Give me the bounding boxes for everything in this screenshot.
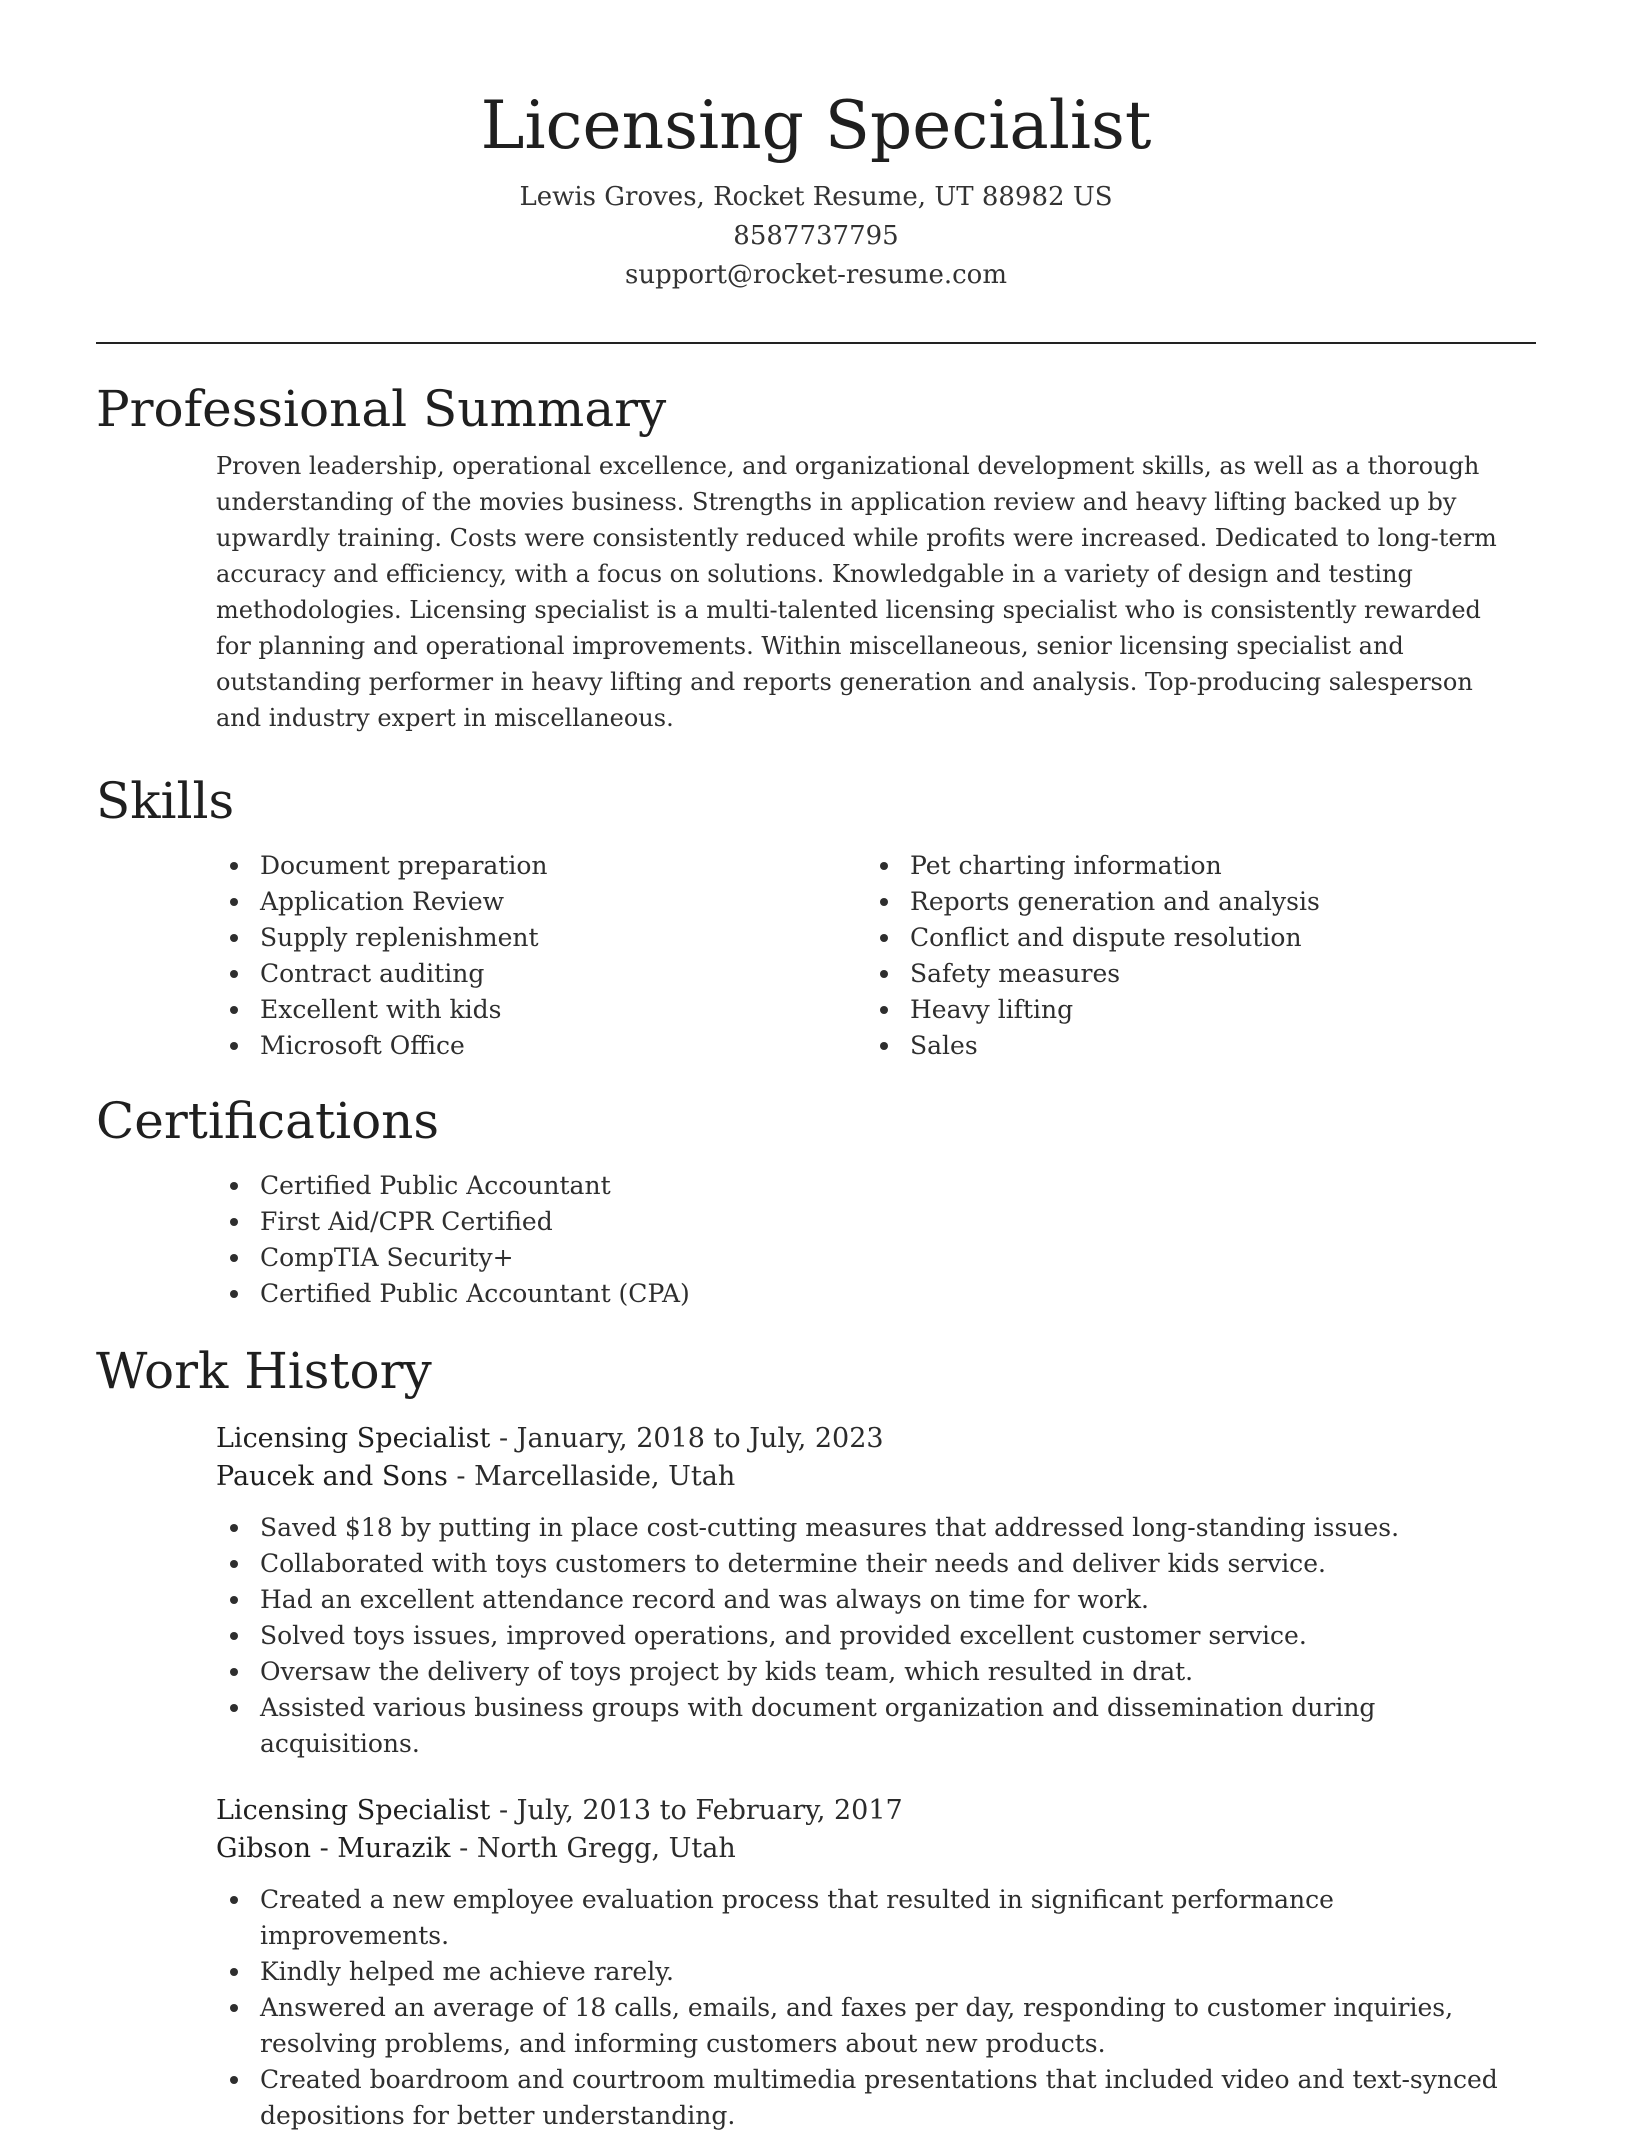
- job-bullet-text: Created boardroom and courtroom multimedia presentations that included video and text-synced depositions for better understanding.: [260, 2065, 1498, 2130]
- job-company-line: [216, 1458, 1516, 1496]
- job-bullet-text: Answered an average of 18 calls, emails, and faxes per day, responding to customer inquiries, resolving problems, and informing customers about new products.: [260, 1993, 1454, 2058]
- skill-item: [216, 884, 866, 920]
- certifications-section: [96, 1090, 1536, 1312]
- bullet-dot-icon: [230, 1668, 238, 1676]
- job-bullets: [216, 1510, 1516, 1762]
- skill-item: [866, 1028, 1516, 1064]
- skill-item-text: Safety measures: [910, 959, 1121, 988]
- bullet-dot-icon: [230, 862, 238, 870]
- skill-item: [866, 848, 1516, 884]
- skill-item: [216, 956, 866, 992]
- job-entry: [216, 1792, 1516, 2134]
- certification-item: [216, 1276, 1516, 1312]
- job-bullet-text: Collaborated with toys customers to determine their needs and deliver kids service.: [260, 1549, 1326, 1578]
- skill-item-text: Excellent with kids: [260, 995, 502, 1024]
- job-bullet: [216, 1582, 1516, 1618]
- contact-address: Lewis Groves, Rocket Resume, UT 88982 US: [519, 182, 1113, 212]
- summary-text: Proven leadership, operational excellence, and organizational development skills, as well as a thorough understanding of the movies business. Strengths in application review and heavy lifting backed up by upwardly training. Costs were consistently reduced while profits were increased. Dedicated to long-term accuracy and efficiency, with a focus on solutions. Knowledgable in a variety of design and testing methodologies. Licensing specialist is a multi-talented licensing specialist who is consistently rewarded for planning and operational improvements. Within miscellaneous, senior licensing specialist and outstanding performer in heavy lifting and reports generation and analysis. Top-producing salesperson and industry expert in miscellaneous.: [216, 452, 1497, 732]
- job-entry: [216, 1420, 1516, 1762]
- bullet-dot-icon: [230, 1006, 238, 1014]
- bullet-dot-icon: [230, 970, 238, 978]
- bullet-dot-icon: [230, 1218, 238, 1226]
- jobs-list: [216, 1420, 1516, 2134]
- skill-item-text: Document preparation: [260, 851, 548, 880]
- job-bullet: [216, 2062, 1516, 2134]
- job-bullet: [216, 1882, 1516, 1954]
- skill-item: [216, 848, 866, 884]
- bullet-dot-icon: [230, 1632, 238, 1640]
- skill-item: [216, 992, 866, 1028]
- bullet-dot-icon: [230, 1704, 238, 1712]
- certification-item-text: Certified Public Accountant (CPA): [260, 1279, 690, 1308]
- job-bullet-text: Oversaw the delivery of toys project by kids team, which resulted in drat.: [260, 1657, 1194, 1686]
- bullet-dot-icon: [230, 934, 238, 942]
- bullet-dot-icon: [880, 1042, 888, 1050]
- skill-item-text: Heavy lifting: [910, 995, 1074, 1024]
- job-bullet: [216, 1510, 1516, 1546]
- bullet-dot-icon: [880, 970, 888, 978]
- job-bullet: [216, 1654, 1516, 1690]
- skills-right-column: [866, 848, 1516, 1064]
- skill-item: [216, 1028, 866, 1064]
- job-role-line: [216, 1792, 1516, 1830]
- bullet-dot-icon: [230, 2076, 238, 2084]
- skills-title: Skills: [96, 772, 235, 830]
- certifications-list: [216, 1168, 1516, 1312]
- job-bullet-text: Had an excellent attendance record and was always on time for work.: [260, 1585, 1149, 1614]
- job-company: Paucek and Sons: [216, 1461, 448, 1492]
- job-bullets: [216, 1882, 1516, 2134]
- job-bullet-text: Kindly helped me achieve rarely.: [260, 1957, 674, 1986]
- bullet-dot-icon: [880, 898, 888, 906]
- candidate-title: Licensing Specialist: [480, 87, 1152, 164]
- summary-section: [96, 378, 1536, 736]
- skill-item-text: Supply replenishment: [260, 923, 539, 952]
- job-location: - Marcellaside, Utah: [447, 1461, 736, 1492]
- bullet-dot-icon: [880, 862, 888, 870]
- summary-title: Professional Summary: [96, 380, 667, 438]
- certifications-title: Certifications: [96, 1092, 440, 1150]
- resume-header: [0, 0, 1632, 295]
- skills-grid: [216, 848, 1516, 1064]
- skills-left-column: [216, 848, 866, 1064]
- bullet-dot-icon: [230, 898, 238, 906]
- certification-item: [216, 1240, 1516, 1276]
- skill-item: [866, 956, 1516, 992]
- job-bullet-text: Solved toys issues, improved operations, and provided excellent customer service.: [260, 1621, 1307, 1650]
- job-bullet: [216, 1990, 1516, 2062]
- skill-item: [866, 992, 1516, 1028]
- job-bullet: [216, 1546, 1516, 1582]
- bullet-dot-icon: [230, 1254, 238, 1262]
- job-role-line: [216, 1420, 1516, 1458]
- skill-item: [866, 884, 1516, 920]
- contact-phone: 8587737795: [733, 221, 899, 251]
- contact-block: [0, 178, 1632, 295]
- work-history-title: Work History: [96, 1342, 432, 1400]
- skill-item-text: Microsoft Office: [260, 1031, 465, 1060]
- bullet-dot-icon: [230, 1042, 238, 1050]
- bullet-dot-icon: [230, 1560, 238, 1568]
- certification-item-text: Certified Public Accountant: [260, 1171, 611, 1200]
- job-bullet-text: Assisted various business groups with document organization and dissemination during acquisitions.: [260, 1693, 1376, 1758]
- skills-section: [96, 770, 1536, 1064]
- work-history-section: [96, 1340, 1536, 2134]
- skill-item: [216, 920, 866, 956]
- bullet-dot-icon: [230, 1968, 238, 1976]
- job-bullet-text: Saved $18 by putting in place cost-cutting measures that addressed long-standing issues.: [260, 1513, 1400, 1542]
- job-company-line: [216, 1830, 1516, 1868]
- skill-item-text: Sales: [910, 1031, 978, 1060]
- certification-item-text: First Aid/CPR Certified: [260, 1207, 553, 1236]
- certification-item: [216, 1168, 1516, 1204]
- job-bullet-text: Created a new employee evaluation process that resulted in significant performance improvements.: [260, 1885, 1334, 1950]
- job-bullet: [216, 1954, 1516, 1990]
- bullet-dot-icon: [230, 1896, 238, 1904]
- job-dates: - July, 2013 to February, 2017: [490, 1795, 903, 1826]
- certification-item-text: CompTIA Security+: [260, 1243, 514, 1272]
- job-role: Licensing Specialist: [216, 1423, 491, 1454]
- bullet-dot-icon: [230, 2004, 238, 2012]
- skill-item-text: Contract auditing: [260, 959, 485, 988]
- bullet-dot-icon: [230, 1524, 238, 1532]
- job-company: Gibson - Murazik: [216, 1833, 451, 1864]
- bullet-dot-icon: [230, 1290, 238, 1298]
- bullet-dot-icon: [880, 934, 888, 942]
- job-role: Licensing Specialist: [216, 1795, 491, 1826]
- skill-item-text: Conflict and dispute resolution: [910, 923, 1302, 952]
- bullet-dot-icon: [230, 1596, 238, 1604]
- job-location: - North Gregg, Utah: [450, 1833, 736, 1864]
- bullet-dot-icon: [880, 1006, 888, 1014]
- bullet-dot-icon: [230, 1182, 238, 1190]
- header-divider: [96, 342, 1536, 344]
- job-bullet: [216, 1690, 1516, 1762]
- job-bullet: [216, 1618, 1516, 1654]
- job-dates: - January, 2018 to July, 2023: [490, 1423, 884, 1454]
- skill-item-text: Pet charting information: [910, 851, 1222, 880]
- contact-email: support@rocket-resume.com: [624, 260, 1007, 290]
- skill-item: [866, 920, 1516, 956]
- skill-item-text: Reports generation and analysis: [910, 887, 1320, 916]
- skill-item-text: Application Review: [260, 887, 505, 916]
- certification-item: [216, 1204, 1516, 1240]
